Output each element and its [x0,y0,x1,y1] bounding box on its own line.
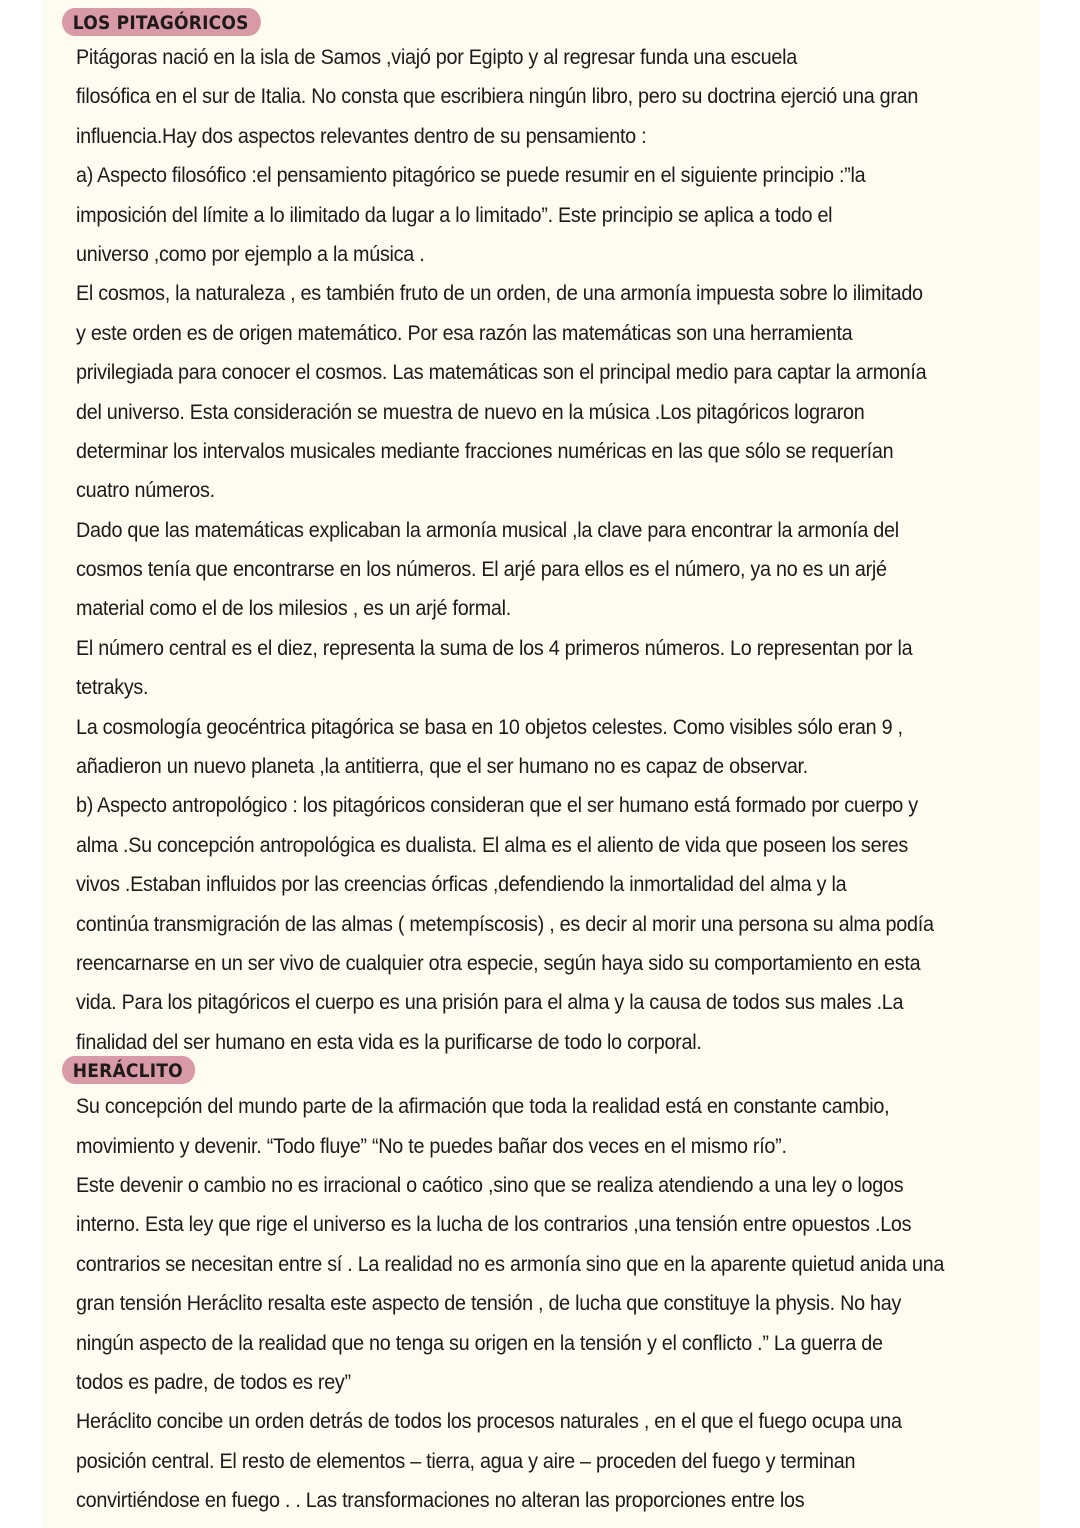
notes-content [72,8,1006,1520]
text-line: determinar los intervalos musicales mediante fracciones numéricas en las que sólo se requerían [76,438,894,463]
text-line: contrarios se necesitan entre sí . La realidad no es armonía sino que en la aparente quietud anida una [76,1251,945,1276]
text-line: convirtiéndose en fuego . . Las transformaciones no alteran las proporciones entre los [76,1488,805,1513]
text-line: posición central. El resto de elementos – tierra, agua y aire – proceden del fuego y terminan [76,1448,856,1473]
section-heraclito [72,1056,1006,1520]
text-line: El cosmos, la naturaleza , es también fruto de un orden, de una armonía impuesta sobre lo ilimitado [76,281,923,306]
section-pitagoricos [72,8,1006,1062]
section-heading-heraclito: HERÁCLITO [62,1056,195,1084]
text-line: alma .Su concepción antropológica es dualista. El alma es el aliento de vida que poseen los seres [76,832,908,857]
text-line: ningún aspecto de la realidad que no tenga su origen en la tensión y el conflicto .” La guerra de [76,1330,883,1355]
text-line: reencarnarse en un ser vivo de cualquier otra especie, según haya sido su comportamiento en esta [76,950,921,975]
text-line: imposición del límite a lo ilimitado da lugar a lo limitado”. Este principio se aplica a todo el [76,202,833,227]
text-line: material como el de los milesios , es un arjé formal. [76,596,512,621]
text-line: vida. Para los pitagóricos el cuerpo es una prisión para el alma y la causa de todos sus males .La [76,990,904,1015]
text-line: añadieron un nuevo planeta ,la antitierra, que el ser humano no es capaz de observar. [76,754,808,779]
text-line: influencia.Hay dos aspectos relevantes dentro de su pensamiento : [76,123,647,148]
text-line: Heráclito concibe un orden detrás de todos los procesos naturales , en el que el fuego ocupa una [76,1409,902,1434]
text-line: La cosmología geocéntrica pitagórica se basa en 10 objetos celestes. Como visibles sólo eran 9 , [76,714,903,739]
text-line: b) Aspecto antropológico : los pitagóricos consideran que el ser humano está formado por cuerpo y [76,793,918,818]
text-line: continúa transmigración de las almas ( metempíscosis) , es decir al morir una persona su alma podía [76,911,934,936]
text-line: gran tensión Heráclito resalta este aspecto de tensión , de lucha que constituye la physis. No hay [76,1291,902,1316]
text-line: tetrakys. [76,675,149,700]
text-line: El número central es el diez, representa la suma de los 4 primeros números. Lo representan por la [76,635,913,660]
text-line: y este orden es de origen matemático. Por esa razón las matemáticas son una herramienta [76,320,853,345]
text-line: cosmos tenía que encontrarse en los números. El arjé para ellos es el número, ya no es un arjé [76,557,887,582]
text-line: cuatro números. [76,478,215,503]
text-line: universo ,como por ejemplo a la música . [76,241,425,266]
text-line: finalidad del ser humano en esta vida es la purificarse de todo lo corporal. [76,1029,702,1054]
text-line: a) Aspecto filosófico :el pensamiento pitagórico se puede resumir en el siguiente principio :”la [76,163,866,188]
text-line: interno. Esta ley que rige el universo es la lucha de los contrarios ,una tensión entre opuestos .Los [76,1212,912,1237]
text-line: todos es padre, de todos es rey” [76,1369,351,1394]
notes-page [42,0,1040,1528]
text-line: Pitágoras nació en la isla de Samos ,viajó por Egipto y al regresar funda una escuela [76,45,797,69]
text-line: vivos .Estaban influidos por las creencias órficas ,defendiendo la inmortalidad del alma y la [76,872,847,897]
text-line: Este devenir o cambio no es irracional o caótico ,sino que se realiza atendiendo a una ley o logos [76,1172,904,1197]
section-heading-pitagoricos: LOS PITAGÓRICOS [62,8,261,36]
text-line: Dado que las matemáticas explicaban la armonía musical ,la clave para encontrar la armonía del [76,517,899,542]
text-line: privilegiada para conocer el cosmos. Las matemáticas son el principal medio para captar la armonía [76,360,927,385]
text-line: movimiento y devenir. “Todo fluye” “No te puedes bañar dos veces en el mismo río”. [76,1133,787,1158]
text-line: Su concepción del mundo parte de la afirmación que toda la realidad está en constante cambio, [76,1094,890,1119]
text-line: filosófica en el sur de Italia. No consta que escribiera ningún libro, pero su doctrina ejerció una gran [76,84,919,109]
paragraph-block [76,38,1006,1062]
paragraph-block [76,1087,1006,1520]
text-line: del universo. Esta consideración se muestra de nuevo en la música .Los pitagóricos lograron [76,399,865,424]
